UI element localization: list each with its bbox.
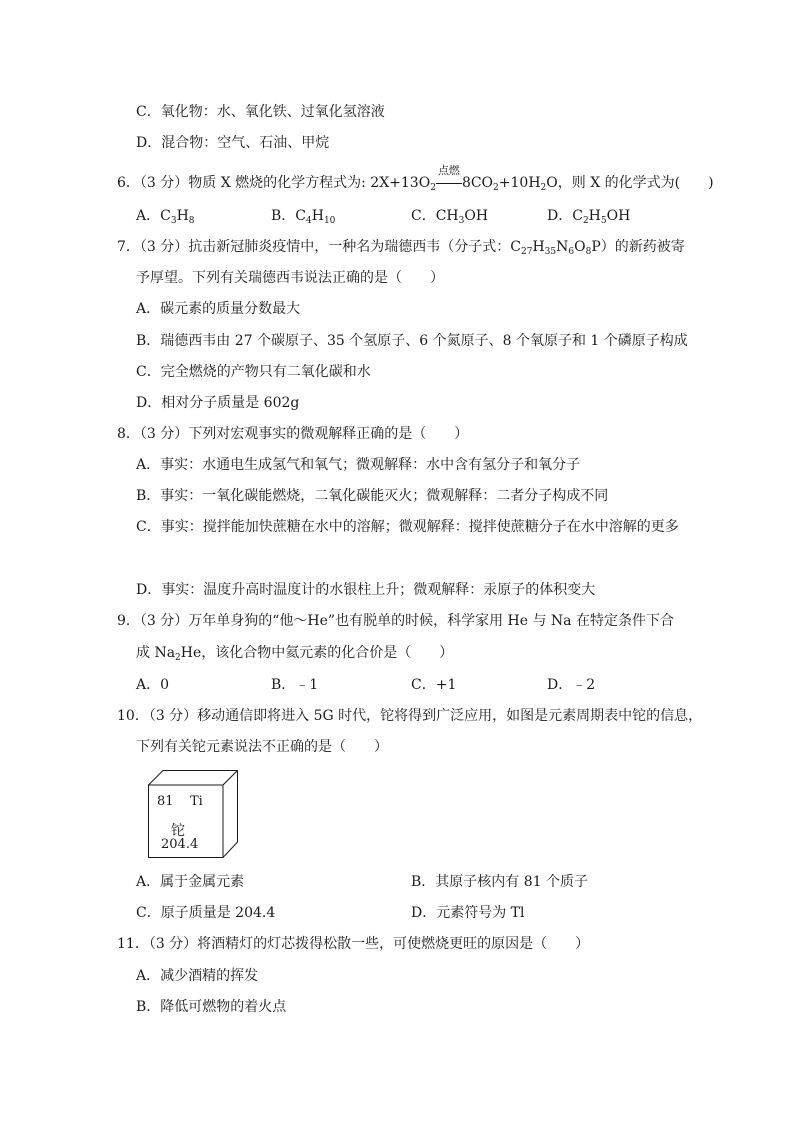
q9-stem-line2: 成 $Na_2He$，该化合物中氦元素的化合价是（ ）	[136, 645, 454, 663]
q10-option-a: A．属于金属元素	[136, 874, 245, 890]
q10-option-d: D．元素符号为 Tl	[411, 905, 525, 921]
q7-stem-line1: 7．（3 分）抗击新冠肺炎疫情中，一种名为瑞德西韦（分子式：$C_{27}H_{35}N_6O_8P$）的新药被寄	[117, 239, 685, 257]
q6-option-b: B．$C_4H_{10}$	[271, 208, 336, 226]
q11-stem: 11．（3 分）将酒精灯的灯芯拨得松散一些，可使燃烧更旺的原因是（ ）	[117, 936, 590, 952]
q7-option-b: B．瑞德西韦由 27 个碳原子、35 个氢原子、6 个氮原子、8 个氧原子和 1 个磷原子构成	[136, 333, 688, 349]
element-name: 铊	[171, 823, 185, 839]
q11-option-b: B．降低可燃物的着火点	[136, 999, 287, 1015]
q7-stem-line2: 予厚望。下列有关瑞德西韦说法正确的是（ ）	[136, 270, 444, 286]
q5-option-d: D．混合物：空气、石油、甲烷	[136, 135, 330, 151]
q6-option-a: A．$C_3H_8$	[136, 208, 195, 226]
periodic-table-cell	[148, 770, 238, 858]
element-atomic-number: 81	[157, 794, 174, 809]
q6-reaction-condition: 点燃	[436, 173, 462, 193]
q7-option-d: D．相对分子质量是 602g	[136, 395, 300, 411]
q8-option-a: A．事实：水通电生成氢气和氧气；微观解释：水中含有氢分子和氧分子	[136, 457, 581, 473]
q9-option-c: C．+1	[411, 677, 457, 693]
q8-option-c: C．事实：搅拌能加快蔗糖在水中的溶解；微观解释：搅拌使蔗糖分子在水中溶解的更多	[136, 519, 679, 535]
element-symbol: Ti	[190, 794, 203, 809]
q6-option-c: C．$CH_3OH$	[411, 208, 489, 226]
q6-stem: 6．（3 分）物质 X 燃烧的化学方程式为: $2X+13O_2$ 点燃 $8CO_2+10H_2O$，则 X 的化学式为( )	[117, 164, 714, 193]
q9-option-a: A．0	[136, 677, 170, 693]
q9-stem-line1: 9．（3 分）万年单身狗的“他～He”也有脱单的时候，科学家用 He 与 Na 在特定条件下合	[117, 613, 674, 629]
q10-option-c: C．原子质量是 204.4	[136, 905, 276, 921]
q9-option-b: B．﹣1	[271, 677, 319, 693]
q10-stem-line2: 下列有关铊元素说法不正确的是（ ）	[136, 739, 388, 755]
element-atomic-mass: 204.4	[161, 837, 199, 852]
q7-option-c: C．完全燃烧的产物只有二氧化碳和水	[136, 364, 371, 380]
q10-option-b: B．其原子核内有 81 个质子	[411, 874, 589, 890]
q6-option-d: D．$C_2H_5OH$	[547, 208, 631, 226]
q8-option-b: B．事实：一氧化碳能燃烧，二氧化碳能灭火；微观解释：二者分子构成不同	[136, 488, 609, 504]
q8-option-d: D．事实：温度升高时温度计的水银柱上升；微观解释：汞原子的体积变大	[136, 582, 596, 598]
q5-option-c: C．氧化物：水、氧化铁、过氧化氢溶液	[136, 104, 385, 120]
q11-option-a: A．减少酒精的挥发	[136, 968, 259, 984]
q10-stem-line1: 10．（3 分）移动通信即将进入 5G 时代，铊将得到广泛应用，如图是元素周期表中铊的信息，	[117, 708, 703, 724]
q8-stem: 8．（3 分）下列对宏观事实的微观解释正确的是（ ）	[117, 426, 469, 442]
q7-option-a: A．碳元素的质量分数最大	[136, 301, 301, 317]
q9-option-d: D．﹣2	[547, 677, 596, 693]
